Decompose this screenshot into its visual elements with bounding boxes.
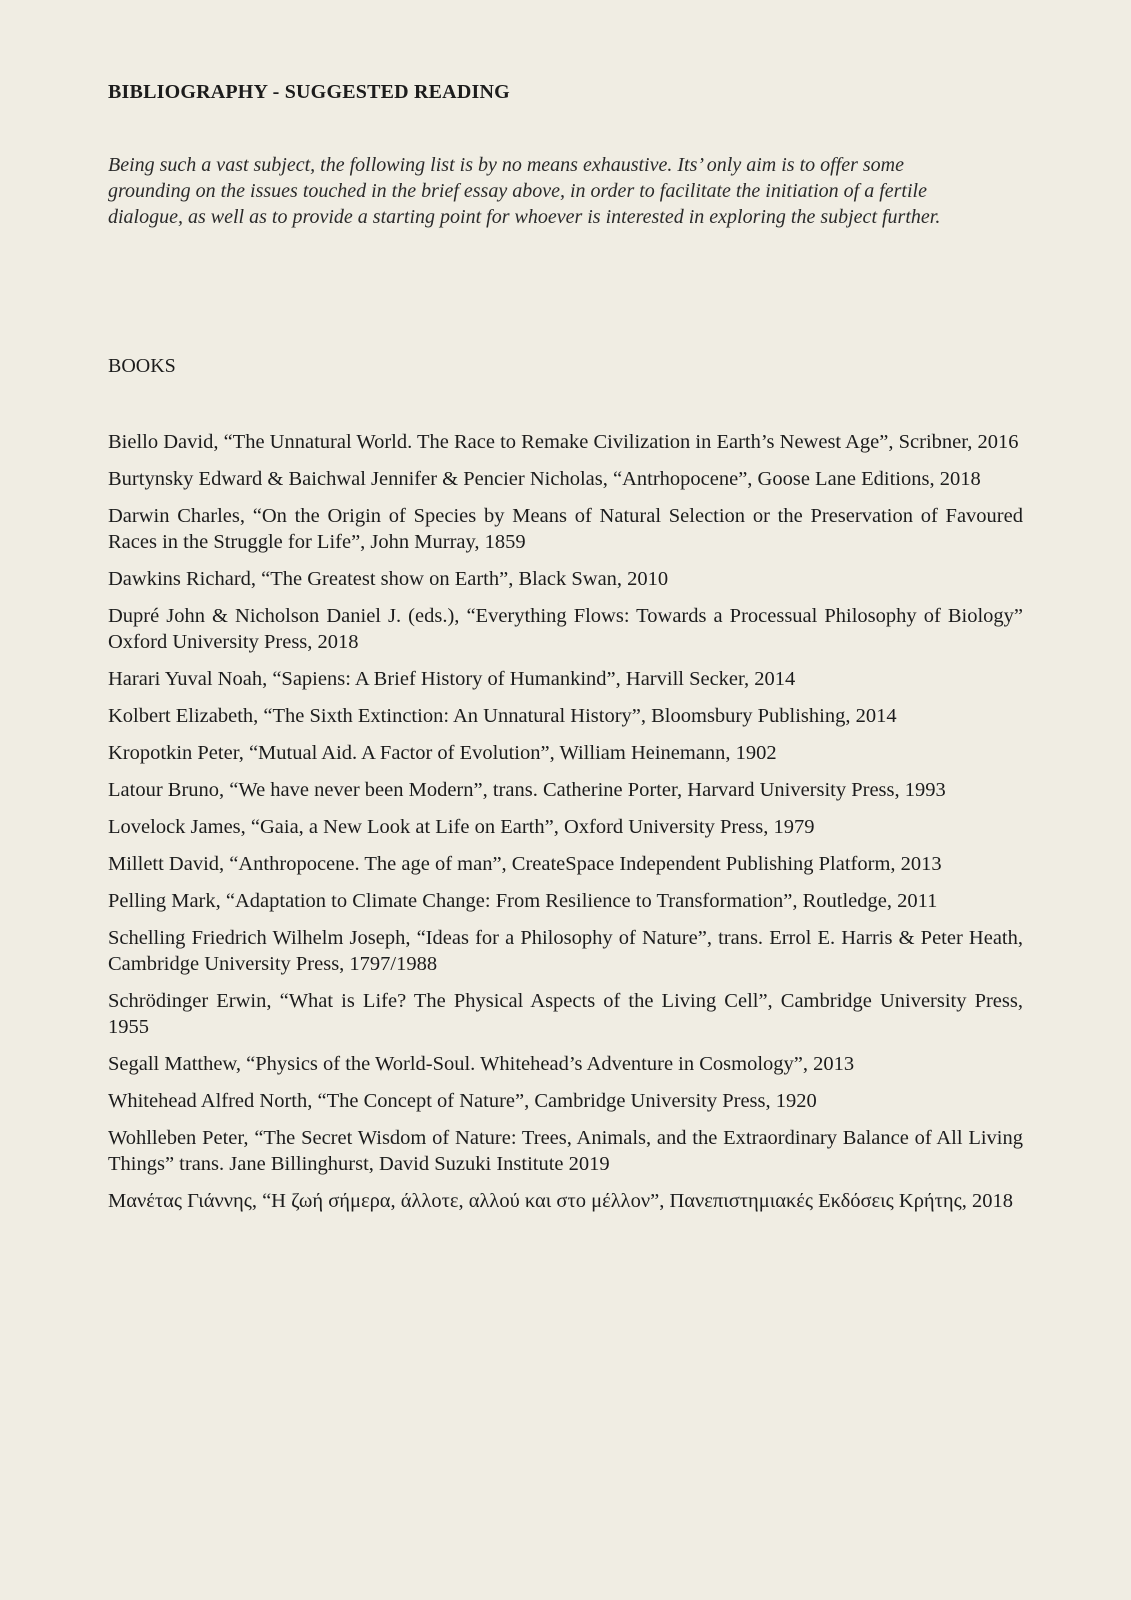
book-entry: Darwin Charles, “On the Origin of Species by Means of Natural Selection or the Preservation of Favoured Races in the Struggle for Life”, John Murray, 1859 bbox=[108, 505, 1023, 553]
book-entry: Lovelock James, “Gaia, a New Look at Life on Earth”, Oxford University Press, 1979 bbox=[108, 816, 815, 838]
book-entry: Biello David, “The Unnatural World. The Race to Remake Civilization in Earth’s Newest Age”, Scribner, 2016 bbox=[108, 431, 1019, 453]
section-heading-books: BOOKS bbox=[108, 355, 176, 377]
book-entry: Dawkins Richard, “The Greatest show on Earth”, Black Swan, 2010 bbox=[108, 568, 669, 590]
book-entry: Segall Matthew, “Physics of the World-Soul. Whitehead’s Adventure in Cosmology”, 2013 bbox=[108, 1053, 855, 1075]
book-entry: Kolbert Elizabeth, “The Sixth Extinction: An Unnatural History”, Bloomsbury Publishing, 2014 bbox=[108, 705, 897, 727]
book-entry: Schelling Friedrich Wilhelm Joseph, “Ideas for a Philosophy of Nature”, trans. Errol E. Harris & Peter Heath, Cambridge University Press, 1797/1988 bbox=[108, 927, 1023, 975]
books-list bbox=[108, 429, 1023, 1225]
book-entry: Millett David, “Anthropocene. The age of man”, CreateSpace Independent Publishing Platform, 2013 bbox=[108, 853, 942, 875]
book-entry: Dupré John & Nicholson Daniel J. (eds.), “Everything Flows: Towards a Processual Philosophy of Biology” Oxford University Press, 2018 bbox=[108, 605, 1023, 653]
book-entry: Whitehead Alfred North, “The Concept of Nature”, Cambridge University Press, 1920 bbox=[108, 1090, 817, 1112]
document-title: BIBLIOGRAPHY - SUGGESTED READING bbox=[108, 81, 510, 103]
book-entry: Wohlleben Peter, “The Secret Wisdom of Nature: Trees, Animals, and the Extraordinary Balance of All Living Things” trans. Jane Billinghurst, David Suzuki Institute 2019 bbox=[108, 1127, 1023, 1175]
book-entry: Μανέτας Γιάννης, “Η ζωή σήμερα, άλλοτε, αλλού και στο μέλλον”, Πανεπιστημιακές Εκδόσεις Κρήτης, 2018 bbox=[108, 1190, 1013, 1212]
book-entry: Burtynsky Edward & Baichwal Jennifer & Pencier Nicholas, “Antrhopocene”, Goose Lane Editions, 2018 bbox=[108, 468, 981, 490]
book-entry: Schrödinger Erwin, “What is Life? The Physical Aspects of the Living Cell”, Cambridge University Press, 1955 bbox=[108, 990, 1023, 1038]
book-entry: Kropotkin Peter, “Mutual Aid. A Factor of Evolution”, William Heinemann, 1902 bbox=[108, 742, 777, 764]
intro-paragraph: Being such a vast subject, the following list is by no means exhaustive. Its’ only aim is to offer some grounding on the issues touched in the brief essay above, in order to facilitate the initiation of a fertile dialogue, as well as to provide a starting point for whoever is interested in exploring the subject further. bbox=[108, 154, 941, 228]
book-entry: Harari Yuval Noah, “Sapiens: A Brief History of Humankind”, Harvill Secker, 2014 bbox=[108, 668, 796, 690]
book-entry: Latour Bruno, “We have never been Modern”, trans. Catherine Porter, Harvard University Press, 1993 bbox=[108, 779, 946, 801]
book-entry: Pelling Mark, “Adaptation to Climate Change: From Resilience to Transformation”, Routledge, 2011 bbox=[108, 890, 938, 912]
